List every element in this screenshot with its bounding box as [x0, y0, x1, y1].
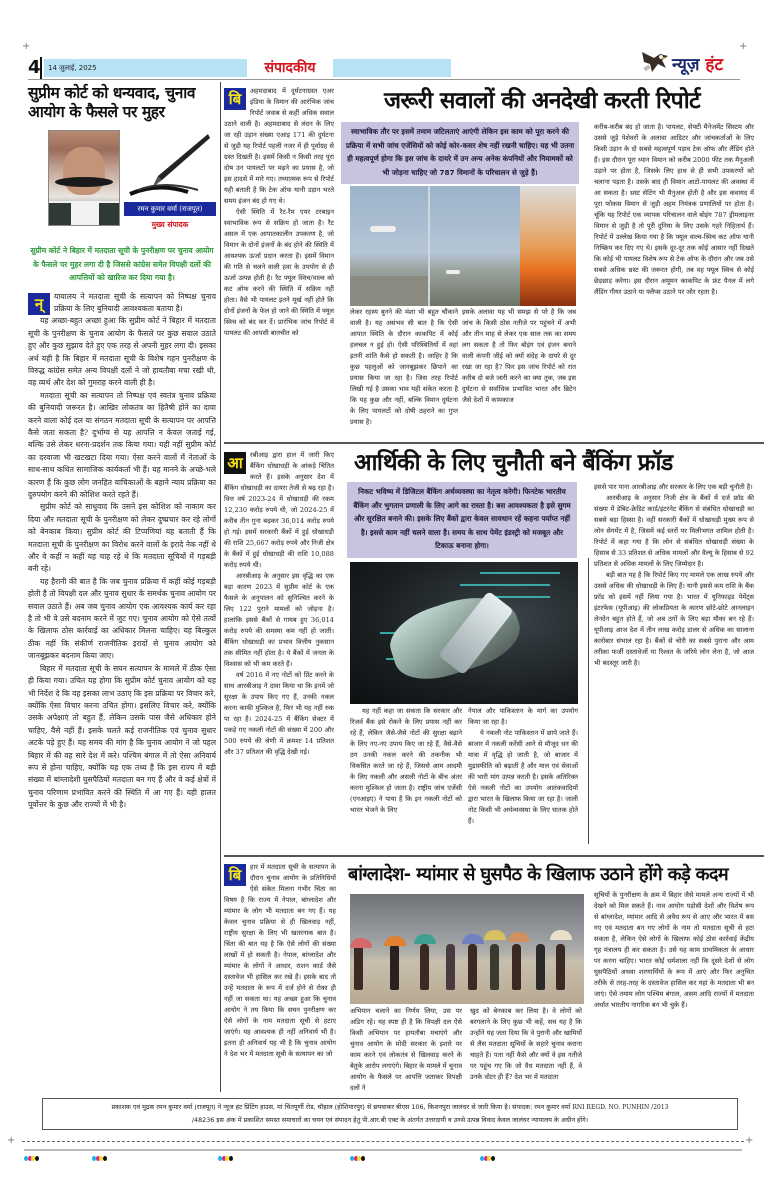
brand-name-part2: हंट	[705, 55, 724, 75]
dropcap: बि	[224, 88, 246, 110]
registration-mark-icon	[218, 1146, 232, 1152]
lead-body	[28, 291, 216, 812]
lead-paragraph: बिहार में मतदाता सूची के सघन सत्यापन के मामले में ठीक ऐसा ही किया गया। उचित यह होगा कि सुप्रीम कोर्ट चुनाव आयोग को यह भी निर्देश दे कि वह इसका लाभ उठाए कि इस प्रक्रिया पर विचार करे, क्योंकि ऐसा विचार करना उचित होगा। इसलिए विचार करे, क्योंकि उसके अपेक्षाएं तो बहुत हैं, लेकिन उसके पास जैसे अधिकार होने चाहिए, वैसे नहीं हैं। इसके चलते कई राजनीतिक एवं चुनाव सुधार अटके पड़े हुए हैं। यह समय की मांग है कि चुनाव आयोग ने जो पहल बिहार में की वह सारे देश में करे। पश्चिम बंगाल में तो ऐसा अनिवार्य रूप से होना चाहिए, क्योंकि यह एक तथ्य है कि इस राज्य में बड़ी संख्या में बांग्लादेशी घुसपैठियों मतदाता बन गए हैं और वे कई क्षेत्रों में चुनाव परिणाम प्रभावित करने की स्थिति में आ गए हैं। यही हालत पूर्वोत्तर के कुछ और राज्यों में भी है।	[28, 663, 217, 810]
registration-mark-icon	[480, 1146, 494, 1152]
column-divider	[588, 558, 589, 844]
editor-role: मुख्य संपादक	[151, 220, 189, 229]
story1-photo	[350, 186, 576, 306]
registration-mark-icon	[350, 1146, 364, 1152]
story-aviation-report	[224, 82, 764, 442]
story2-col1: आ रबीआइ द्वारा हाल में जारी किए बैंकिंग धोखाधड़ी के आंकड़े चिंतित करते हैं। इसके अनुसार देश में बैंकिंग धोखाधड़ी का दायरा तेजी से बढ़ रहा है। वित्त वर्ष 2023-24 में धोखाधड़ी की रकम 12,230 करोड़ रुपये थी, जो 2024-25 में करीब तीन गुना बढ़कर 36,014 करोड़ रुपये हो गई। इसमें सरकारी बैंकों में हुई धोखाधड़ी की राशि 25,667 करोड़ रुपये और निजी क्षेत्र के बैंकों में हुई धोखाधड़ी की राशि 10,088 करोड़ रुपये थी। आरबीआइ के अनुसार इस वृद्धि का एक बड़ा कारण 2023 में सुप्रीम कोर्ट के एक फैसले के अनुपालन को सुनिश्चित करने के लिए 122 पुराने मामलों को जोड़ना है। हालांकि इससे बैंकों से गायब हुए 36,014 करोड़ रुपये की समस्या कम नहीं हो जाती। बैंकिंग धोखाधड़ी का प्रभाव वित्तीय नुकसान तक सीमित नहीं होता है। ये बैंकों में जनता के विश्वास को भी कम करते हैं। वर्ष 2016 में नए नोटों को प्रिंट करने के साथ आरबीआइ ने दावा किया था कि इनमें जो सुरक्षा के उपाय किए गए हैं, उनकी नकल करना काफी मुश्किल है, फिर भी यह नहीं रुक पा रहा है। 2024-25 में बैंकिंग सेक्टर में पकड़े गए नकली नोटों की संख्या में 200 और 500 रुपये की श्रेणी में क्रमशः 14 प्रतिशत और 37 प्रतिशत की वृद्धि देखी गई।	[224, 451, 334, 756]
story1-col3: इसके अलावा यह भी समझ से परे है कि जब जांच के किसी ठोस नतीजे पर पहुंचने में अभी और तीन माह से लेकर एक साल तक का समय लग सकता है तो फिर बोइंग एवं इंजन बनाने वाली कंपनी जीई को क्यों संदेह के दायरे से दूर रखा जा रहा है? फिर इस जांच रिपोर्ट को रात करीब दो बजे जारी करने का क्या तुक, जब इस दुर्घटना से सर्वाधिक प्रभावित भारत और ब्रिटेन जैसे देशों में कामकाज	[462, 308, 576, 404]
story1-col1: बि अहमदाबाद में दुर्घटनाग्रस्त एअर इंडिया के विमान की आरंभिक जांच रिपोर्ट जवाब से कहीं अधिक सवाल उठाने वाली है। अहमदाबाद से लंदन के लिए जा रही उड़ान संख्या एआइ 171 की दुर्घटना से जुड़ी यह रिपोर्ट पहली नजर में ही पूर्वाग्रह से ग्रस्त दिखती है। इसमें किसी न किसी तरह पूरा दोष उन पायलटों पर मढ़ने का प्रयास है, जो इस हादसे में मारे गए। तथ्यात्मक रूप से रिपोर्ट यही बताती है कि टेक ऑफ यानी उड़ान भरते समय इंजन बंद हो गए थे। ऐसी स्थिति में रैट-रैम एयर टरबाइन स्वाभाविक रूप से सक्रिय हो जाता है। रैट असल में एक आपातकालीन उपकरण है, जो विमान के दोनों इंजनों के बंद होने की स्थिति में आवश्यक ऊर्जा प्रदान करता है। इसमें विमान की गति से चलने वाली हवा के उपयोग से ही ऊर्जा उत्पन्न होती है। रैट फ्यूल स्विच/वाल्व को कट ऑफ करने की स्थिति में सक्रिय नहीं होता। वैसे भी पायलट इतने मूर्ख नहीं होते कि दोनों इंजनों के फेल हो जाने की स्थिति में फ्यूल स्विच को बंद कर दें। प्रारंभिक जांच रिपोर्ट में पायलट की आपसी बातचीत को	[224, 87, 334, 337]
section-title: संपादकीय	[264, 60, 316, 76]
story2-headline: आर्थिकी के लिए चुनौती बने बैंकिंग फ्रॉड	[354, 450, 673, 476]
brand-logo	[640, 48, 730, 78]
trim-line	[22, 1141, 744, 1142]
crop-mark-icon: +	[739, 41, 748, 52]
story3-headline: बांग्लादेश- म्यांमार से घुसपैठ के खिलाफ उठाने होंगे कड़े कदम	[348, 864, 729, 885]
imprint-box	[42, 1098, 738, 1130]
crop-mark-icon: +	[22, 41, 31, 52]
imprint-line1: प्रकाशक एवं मुद्रक रमन कुमार वर्मा (राजपूत) ने न्यूज हंट प्रिंटिंग हाउस, मां चिंतपूर्णी रोड, चौहाल (होशियारपुर) से छपवाकर बीएस 106, किशनपुरा जालंधर से जारी किया है। संपादक: रमन कुमार वर्मा	[111, 1103, 571, 1111]
lead-editorial	[28, 82, 216, 812]
story-divider	[224, 855, 764, 857]
brand-name-part1: न्यूज़	[672, 55, 700, 75]
story3-col1: बि हार में मतदाता सूची के सत्यापन के दौरान चुनाव आयोग के प्रतिनिधियों ऐसे संकेत मिलना गंभीर चिंता का विषय है कि राज्य में नेपाल, बांग्लादेश और म्यांमार के लोग भी मतदाता बन गए हैं। यह केवल चुनाव प्रक्रिया से ही खिलवाड़ नहीं, राष्ट्रीय सुरक्षा के लिए भी खतरनाक बात है। चिंता की बात यह है कि ऐसे लोगों की संख्या लाखों में हो सकती है। नेपाल, बांग्लादेश और म्यांमार के लोगों ने आधार, राशन कार्ड जैसे दस्तावेज भी हासिल कर रखे हैं। इसके बाद तो उन्हें मतदाता के रूप में दर्ज होने से रोका ही नहीं जा सकता था। यह अच्छा हुआ कि चुनाव आयोग ने तय किया कि सघन पुनरीक्षण कर ऐसे लोगों के नाम मतदाता सूची से हटाए जाएंगे। यह आवश्यक ही नहीं अनिवार्य भी है। इतना ही अनिवार्य यह भी है कि चुनाव आयोग ने देश भर में मतदाता सूची के सत्यापन का जो	[224, 863, 336, 1058]
story3-col4: सूचियों के पुनरीक्षण के क्रम में बिहार जैसे मामले अन्य राज्यों में भी देखने को मिल सकते हैं। नाव आयोग पड़ोसी देशों और विशेष रूप से बांग्लादेश, म्यांमार आदि से अवैध रूप से आए और भारत में बस गए एवं मतदाता बन गए लोगों के नाम तो मतदाता सूची से हटा सकता है, लेकिन ऐसे लोगों के खिलाफ कोई ठोस कार्रवाई केंद्रीय गृह मंत्रालय ही कर सकता है। उसे यह काम प्राथमिकता के आधार पर करना चाहिए। भारत कोई धर्मशाला नहीं कि दूसरे देशों से लोग घुसपैठियों अथवा शरणार्थियों के रूप में आएं और फिर अनुचित तरीके से तरह-तरह के दस्तावेज हासिल कर यहां के मतदाता भी बन जाएं। ऐसे तमाम लोग पश्चिम बंगाल, असम आदि राज्यों में मतदाता अर्थात भारतीय नागरिक बन भी चुके हैं।	[594, 891, 754, 1009]
story3-col2: अभियान चलाने का निर्णय लिया, उस पर अडिग रहे। यह स्पष्ट ही है कि विपक्षी दल ऐसे किसी अभियान पर हायतौबा मचाएंगे और चुनाव आयोग के मोदी सरकार के इशारे पर काम करने एवं लोकतंत्र से खिलवाड़ करने के बेतुके आरोप लगाएंगे। बिहार के मामले में चुनाव आयोग के फैसले पर आपत्ति जताकर विपक्षी दलों ने	[350, 1007, 462, 1092]
column-divider	[220, 82, 221, 1092]
registration-mark-icon	[24, 1146, 38, 1152]
registration-mark-icon	[92, 1146, 106, 1152]
page-number: 4	[28, 57, 41, 78]
crop-mark-icon: +	[7, 1135, 16, 1146]
crop-mark-icon: +	[745, 1135, 754, 1146]
rni-number: RNI REGD. NO. PUNHIN /2013	[572, 1104, 669, 1111]
story-infiltration	[224, 860, 764, 1096]
story3-photo	[350, 894, 584, 1004]
story1-col2: लेकर रहस्य बुनने की मंशा भी बहुत चौंकाने वाली है। यह असंभव सी बात है कि ऐसी आपात स्थिति के दौरान काकपिट में कोई हलचल न हुई हो। ऐसी परिस्थितियों में वहां इतनी शांति कैसे हो सकती है। जाहिर है कि कुछ पहलुओं को जानबूझकर छिपाने का प्रयास किया जा रहा है। जिस तरह रिपोर्ट लिखी गई है उसका भाव यही संकेत करता है कि यह कुछ और नहीं, बल्कि विमान दुर्घटना के लिए पायलटों को दोषी ठहराने का गुप्त प्रयास है।	[350, 308, 458, 426]
editor-byline	[28, 130, 216, 238]
issue-date: 14 जुलाई, 2025	[44, 59, 247, 77]
story3-col3: खुद को बेनकाब कर लिया है। वे लोगों को बरगलाने के लिए कुछ भी कहें, सच यह है कि उन्होंने यह जता दिया कि वे पुरानी और खामियों से लैस मतदाता सूचियों के सहारे चुनाव कराना चाहते हैं। पता नहीं कैसे और क्यों वे इस नतीजे पर पहुंच गए कि जो वैध मतदाता नहीं हैं, वे उनके वोटर ही हैं? देश भर में मतदाता	[470, 1007, 582, 1081]
story2-col4: इससे पार पाना आरबीआइ और सरकार के लिए एक बड़ी चुनौती है। आरबीआइ के अनुसार निजी क्षेत्र के बैंकों में दर्ज फ्रॉड की संख्या में डेबिट-क्रेडिट कार्ड/इंटरनेट बैंकिंग से संबंधित धोखाधड़ी का सबसे बड़ा हिस्सा है। वहीं सरकारी बैंकों में धोखाधड़ी मुख्य रूप से लोन सेगमेंट में है, जिसमें कई स्तरों पर मिलीभगत शामिल होती है। रिपोर्ट में कहा गया है कि लोन से संबंधित धोखाधड़ी संख्या के हिसाब से 33 प्रतिशत से अधिक मामलों और वैल्यू के हिसाब से 92 प्रतिशत से अधिक मामलों के लिए जिम्मेदार है। बड़ी बात यह है कि रिपोर्ट किए गए मामले एक लाख रुपये और उससे अधिक की धोखाधड़ी के लिए हैं। यानी इससे कम राशि के बैंक फ्रॉड को इसमें नहीं लिया गया है। भारत में यूनिफाइड पेमेंट्स इंटरफेस (यूपीआइ) की लोकप्रियता के कारण छोटे-छोटे आनलाइन लेनदेन बहुत होते हैं, जो अब ठगों के लिए बड़ा मौका बन रहे हैं। यूपीआइ आज देश में तीन लाख करोड़ डालर से अधिक का सालाना कारोबार संभाल रहा है। बैंकों से चोरी का सबसे पुराना और आम तरीका फर्जी दस्तावेजों या रिश्वत के जरिये लोन लेना है, जो आज भी बदस्तूर जारी है।	[594, 483, 754, 667]
story1-pull-quote: स्वाभाविक तौर पर इसमें तमाम जटिलताएं आएंगी लेकिन इस काम को पूरा करने की प्रक्रिया में सभी जांच एजेंसियों को कोई कोर-कसर शेष नहीं रखनी चाहिए। यह भी उतना ही महत्वपूर्ण होगा कि इस जांच के दायरे में उन अन्य अनेक कंपनियों और नियामकों को भी जोड़ना चाहिए जो 787 विमानों के परिचालन से जुड़े हैं।	[341, 122, 579, 184]
story-banking-fraud	[224, 448, 764, 846]
story1-col4: करीब-करीब बंद हो जाता है। पायलट, सेफ्टी मैनेजमेंट सिस्टम और उससे जुड़े पेशेवरों के अलावा आडिटर और जांचकर्ताओं के लिए किसी उड़ान के दो सबसे महत्वपूर्ण पड़ाव टेक ऑफ और लैंडिंग होते हैं। इस दौरान पूरा ध्यान विमान को करीब 2000 फीट तक मैनुअली उड़ाने पर होता है, जिसके लिए हाथ से ही सभी उपकरणों को चलाना पड़ता है। उसके बाद ही विमान आटो-पायलट की अवस्था में आ सकता है। थ्रस्ट सेटिंग भी मैनुअल होती है और इस कवायद में पूरा फोकस विमान से जुड़ी अहम नियंत्रक प्रणालियों पर होता है। चूंकि यह रिपोर्ट एक व्यापक परिचालन वाले बोइंग 787 ड्रीमलाइनर विमान से जुड़ी है तो पूरी दुनिया के लिए उसके गहरे निहितार्थ हैं। रिपोर्ट में उल्लेख किया गया है कि फ्यूल वाल्व-स्विच कट ऑफ यानी निष्क्रिय कर दिए गए थे। इसके दूर-दूर तक कोई आसार नहीं दिखते कि कोई भी पायलट विशेष रूप से टेक ऑफ के दौरान और जब उसे सबसे अधिक थ्रस्ट की जरूरत होगी, तब वह फ्यूल स्विच से कोई छेड़छाड़ करेगा। इस दौरान अमूमन काकपिट के फ्रंट पैनल में लगे लैंडिंग गीयर उठाने या फ्लैप्स उठाने पर जोर रहता है।	[594, 123, 754, 296]
lead-paragraph: यह अच्छा-बहुत अच्छा हुआ कि सुप्रीम कोर्ट ने बिहार में मतदाता सूची के पुनरीक्षण के चुनाव आयोग के फैसले पर कुछ सवाल उठाते हुए और कुछ सुझाव देते हुए एक तरह से अपनी मुहर लगा दी। इसका अर्थ यही है कि बिहार में मतदाता सूची के विशेष गहन पुनरीक्षण के विरुद्ध कांग्रेस समेत अन्य विपक्षी दलों ने जो हायतौबा मचा रखी थी, वह व्यर्थ और देश को गुमराह करने वाली ही है।	[28, 316, 216, 388]
story2-col2: यह नहीं कहा जा सकता कि सरकार और रिजर्व बैंक इसे रोकने के लिए प्रयास नहीं कर रहे हैं, लेकिन जैसे-जैसे नोटों की सुरक्षा बढ़ाने के लिए नए-नए उपाय किए जा रहे हैं, वैसे-वैसे ठग उनकी नकल करने की तकनीक भी विकसित करते जा रहे हैं, जिससे आम आदमी के लिए नकली और असली नोटों के बीच अंतर करना मुश्किल हो जाता है। राष्ट्रीय जांच एजेंसी (एनआइए) ने पाया है कि इन नकली नोटों को भारत भेजने के लिए	[350, 707, 462, 814]
dropcap: आ	[224, 452, 246, 474]
story2-photo	[350, 562, 578, 704]
imprint-line2: /48236 इस अंक में प्रकाशित समस्त समाचारों का चयन एवं संपादन हेतु पी.आर.बी एक्ट के अंतर्गत उत्तरदायी व उनसे उत्पन्न विवाद केवल जालंधर न्यायालय के अधीन होंगे।	[191, 1116, 589, 1124]
masthead-band	[333, 59, 451, 77]
lead-paragraph: सुप्रीम कोर्ट को साधुवाद कि उसने इस कोशिश को नाकाम कर दिया और मतदाता सूची के पुनरीक्षण को लेकर दुष्प्रचार कर रहे लोगों को बेनकाब किया। सुप्रीम कोर्ट की टिप्पणियां यह बताती हैं कि मतदाता सूची के पुनरीक्षण का विरोध करने वालों के इरादे नेक नहीं थे और वे कहीं न कहीं यह चाह रहे थे कि मतदाता सूचियों में गड़बड़ी बनी रहे।	[28, 502, 216, 574]
dropcap: न्	[28, 293, 50, 315]
lead-paragraph: यायालय ने मतदाता सूची के सत्यापन को निष्पक्ष चुनाव प्रक्रिया के लिए बुनियादी आवश्यकता बताया है।	[54, 291, 216, 313]
registration-bar	[24, 1149, 742, 1151]
editor-name: रमन कुमार वर्मा (राजपूत)	[124, 202, 216, 216]
story2-col3: नेपाल और पाकिस्तान के मार्ग का उपयोग किया जा रहा है। ये नकली नोट पाकिस्तान में छापे जाते हैं। बाजार में नकली करेंसी आने से मौजूद धन की मात्रा में वृद्धि हो जाती है, जो बाजार में मुद्रास्फीति को बढ़ाती है और माल एवं सेवाओं की भारी मांग उत्पन्न करती है। इसके अतिरिक्त ऐसे नकली नोटों का उपयोग आतंकवादियों द्वारा भारत के खिलाफ किया जा रहा है। जाली नोट किसी भी अर्थव्यवस्था के लिए घातक होते हैं।	[468, 707, 578, 825]
masthead-rule	[28, 79, 740, 80]
story2-pull-quote: निकट भविष्य में डिजिटल बैंकिंग अर्थव्यवस्था का नेतृत्व करेगी। फिनटेक भारतीय बैंकिंग और भुगतान प्रणाली के लिए आगे का रास्ता है। बस आवश्यकता है इसे सुगम और सुरक्षित बनाने की। इसके लिए बैंकों द्वारा केवल सावधान रहें कहना पर्याप्त नहीं है। इससे काम नहीं चलने वाला है। समय के साथ पेमेंट इंडस्ट्री को मजबूत और टिकाऊ बनाना होगा।	[347, 482, 577, 558]
editor-photo	[48, 130, 120, 226]
fountain-pen-icon	[128, 132, 212, 196]
dropcap: बि	[224, 864, 246, 886]
lead-headline: सुप्रीम कोर्ट को धन्यवाद, चुनाव आयोग के फैसले पर मुहर	[28, 84, 196, 121]
story-divider	[224, 442, 764, 444]
story1-headline: जरूरी सवालों की अनदेखी करती रिपोर्ट	[384, 88, 701, 114]
eagle-icon	[640, 48, 672, 76]
lead-paragraph: यह हैरानी की बात है कि जब चुनाव प्रक्रिया में कहीं कोई गड़बड़ी होती है तो विपक्षी दल और चुनाव सुधार के समर्थक चुनाव आयोग पर सवाल उठाते हैं। अब जब चुनाव आयोग एक आवश्यक कार्य कर रहा है तो भी वे उसे बदनाम करने में जुट गए। चुनाव आयोग को ऐसे तत्वों के खिलाफ ठोस कार्रवाई का अधिकार मिलना चाहिए। यह बिल्कुल ठीक नहीं कि संकीर्ण राजनीतिक इरादों से चुनाव आयोग को जानबूझकर बदनाम किया जाए।	[28, 576, 216, 661]
lead-summary: सुप्रीम कोर्ट ने बिहार में मतदाता सूची के पुनरीक्षण पर चुनाव आयोग के फैसले पर मुहर लगा दी है जिससे कांग्रेस समेत विपक्षी दलों की आपत्तियों को खारिज कर दिया गया है।	[30, 246, 214, 282]
masthead	[28, 57, 494, 79]
lead-paragraph: मतदाता सूची का सत्यापन तो निष्पक्ष एवं स्वतंत्र चुनाव प्रक्रिया की बुनियादी जरूरत है। आखिर लोकतंत्र का हितैषी होने का दावा करने वाला कोई दल या संगठन मतदाता सूची के सत्यापन पर आपत्ति कैसे जता सकता है? दुर्भाग्य से यह आपत्ति न केवल जताई गई, बल्कि उसे लेकर धरना-प्रदर्शन तक किया गया। यही नहीं सुप्रीम कोर्ट का दरवाजा भी खटखटा दिया गया। ऐसा करने वालों में नेताओं के साथ-साथ कथित सामाजिक कार्यकर्ता भी हैं। यह मानने के अच्छे-भले कारण हैं कि कुछ लोग जनहित याचिकाओं के बहाने न्याय प्रक्रिया का दुरुपयोग करने की कोशिश करते रहते हैं।	[28, 390, 216, 499]
